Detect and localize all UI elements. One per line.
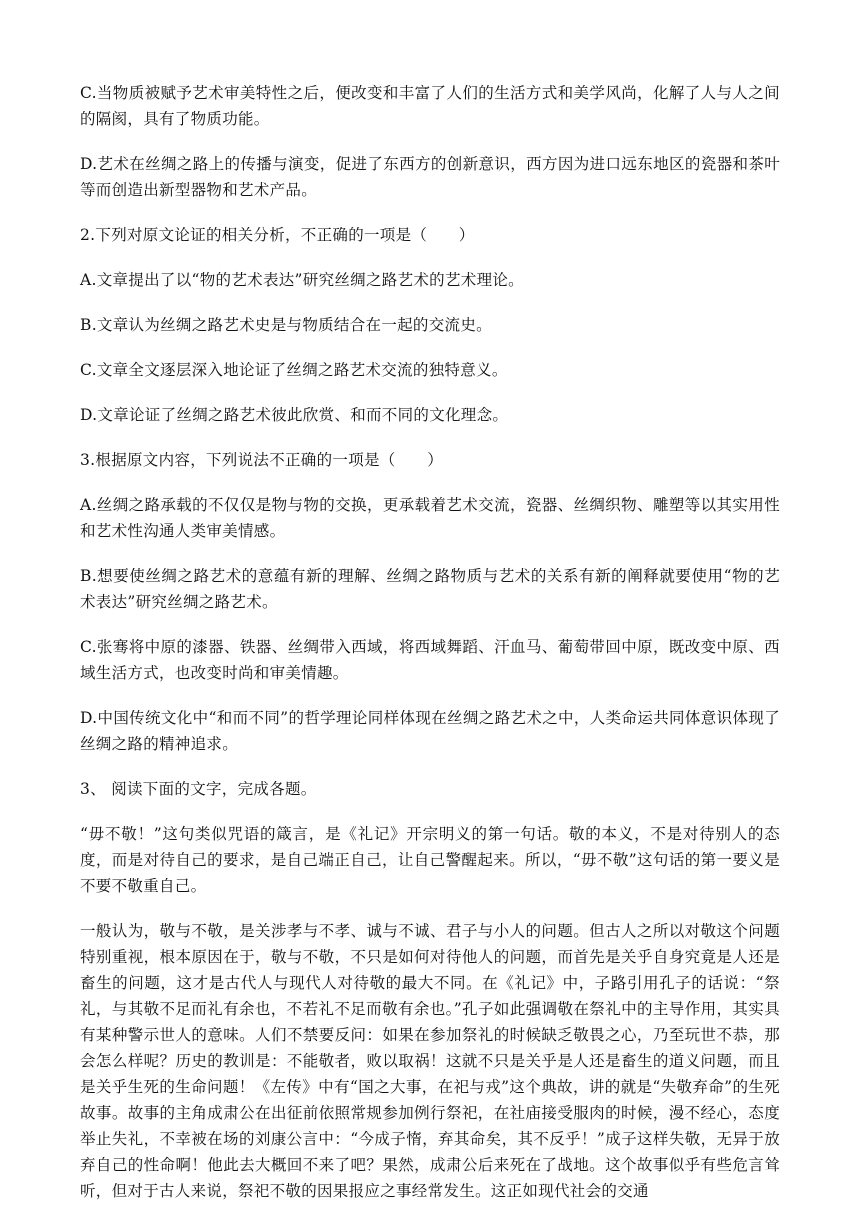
option-c-q1: C.当物质被赋予艺术审美特性之后，便改变和丰富了人们的生活方式和美学风尚，化解了人与人之间的隔阂，具有了物质功能。 [80, 84, 780, 128]
section-3-heading: 3、 阅读下面的文字，完成各题。 [80, 780, 317, 798]
passage-paragraph-1: “毋不敬！”这句类似咒语的箴言，是《礼记》开宗明义的第一句话。敬的本义，不是对待别人的态度，而是对待自己的要求，是自己端正自己，让自己警醒起来。所以，“毋不敬”这句话的第一要义是不要不敬重自己。 [80, 825, 780, 895]
option-a-q3: A.丝绸之路承载的不仅仅是物与物的交换，更承载着艺术交流，瓷器、丝绸织物、雕塑等以其实用性和艺术性沟通人类审美情感。 [80, 496, 780, 540]
option-b-q3: B.想要使丝绸之路艺术的意蕴有新的理解、丝绸之路物质与艺术的关系有新的阐释就要使用“物的艺术表达”研究丝绸之路艺术。 [80, 567, 780, 611]
option-d-q3: D.中国传统文化中“和而不同”的哲学理论同样体现在丝绸之路艺术之中，人类命运共同体意识体现了丝绸之路的精神追求。 [80, 709, 780, 753]
option-c-q2: C.文章全文逐层深入地论证了丝绸之路艺术交流的独特意义。 [80, 361, 508, 379]
question-3: 3.根据原文内容，下列说法不正确的一项是（ ） [80, 451, 443, 469]
option-a-q2: A.文章提出了以“物的艺术表达”研究丝绸之路艺术的艺术理论。 [80, 271, 524, 289]
option-c-q3: C.张骞将中原的漆器、铁器、丝绸带入西域，将西域舞蹈、汗血马、葡萄带回中原，既改变中原、西域生活方式，也改变时尚和审美情趣。 [80, 638, 780, 682]
option-d-q1: D.艺术在丝绸之路上的传播与演变，促进了东西方的创新意识，西方因为进口远东地区的瓷器和茶叶等而创造出新型器物和艺术产品。 [80, 155, 780, 199]
question-2: 2.下列对原文论证的相关分析，不正确的一项是（ ） [80, 226, 475, 244]
option-d-q2: D.文章论证了丝绸之路艺术彼此欣赏、和而不同的文化理念。 [80, 406, 509, 424]
option-b-q2: B.文章认为丝绸之路艺术史是与物质结合在一起的交流史。 [80, 316, 492, 334]
passage-paragraph-2: 一般认为，敬与不敬，是关涉孝与不孝、诚与不诚、君子与小人的问题。但古人之所以对敬这个问题特别重视，根本原因在于，敬与不敬，不只是如何对待他人的问题，而首先是关乎自身究竟是人还是畜生的问题，这才是古代人与现代人对待敬的最大不同。在《礼记》中，子路引用孔子的话说：“祭礼，与其敬不足而礼有余也，不若礼不足而敬有余也。”孔子如此强调敬在祭礼中的主导作用，其实具有某种警示世人的意味。人们不禁要反问：如果在参加祭礼的时候缺乏敬畏之心，乃至玩世不恭，那会怎么样呢？历史的教训是：不能敬者，败以取祸！这就不只是关乎是人还是畜生的道义问题，而且是关乎生死的生命问题！《左传》中有“国之大事，在祀与戎”这个典故，讲的就是“失敬弃命”的生死故事。故事的主角成肃公在出征前依照常规参加例行祭祀，在社庙接受服肉的时候，漫不经心，态度举止失礼，不幸被在场的刘康公言中：“今成子惰，弃其命矣，其不反乎！”成子这样失敬，无异于放弃自己的性命啊！他此去大概回不来了吧？果然，成肃公后来死在了战地。这个故事似乎有些危言耸听，但对于古人来说，祭祀不敬的因果报应之事经常发生。这正如现代社会的交通 [80, 922, 780, 1200]
